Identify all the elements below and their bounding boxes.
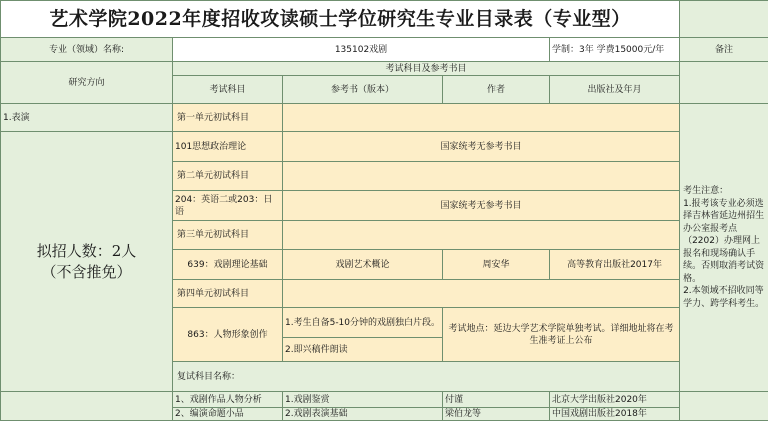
retest-remarks-cell bbox=[680, 392, 768, 421]
r1-subject: 101思想政治理论 bbox=[173, 132, 283, 162]
title-side-cell bbox=[680, 1, 768, 38]
research-direction-header: 研究方向 bbox=[1, 62, 173, 104]
retest-2-subject: 2、编演命题小品 bbox=[173, 408, 283, 421]
unit-2-fill bbox=[283, 162, 680, 191]
retest-2-author: 梁伯龙等 bbox=[443, 408, 550, 421]
r4-item-2: 2.即兴稿件朗读 bbox=[283, 338, 443, 362]
col-author: 作者 bbox=[443, 76, 550, 104]
r1-book: 国家统考无参考书目 bbox=[283, 132, 680, 162]
retest-1-publisher: 北京大学出版社2020年 bbox=[550, 392, 680, 408]
unit-4-fill bbox=[283, 280, 680, 308]
remarks-top-cell bbox=[680, 62, 768, 104]
r4-subject: 863：人物形象创作 bbox=[173, 308, 283, 362]
direction-cell: 1.表演 bbox=[1, 104, 173, 132]
system-fee: 学制：3年 学费15000元/年 bbox=[550, 38, 680, 62]
r2-subject: 204：英语二或203：日语 bbox=[173, 191, 283, 221]
r4-location: 考试地点：延边大学艺术学院单独考试。详细地址将在考生准考证上公布 bbox=[443, 308, 680, 362]
major-value: 135102戏剧 bbox=[173, 38, 550, 62]
retest-1-book: 1.戏剧鉴赏 bbox=[283, 392, 443, 408]
retest-1-subject: 1、戏剧作品人物分析 bbox=[173, 392, 283, 408]
unit-2-label: 第二单元初试科目 bbox=[173, 162, 283, 191]
r4-item-1: 1.考生自备5-10分钟的戏剧独白片段。 bbox=[283, 308, 443, 338]
notes-cell bbox=[680, 104, 768, 392]
r3-subject: 639：戏剧理论基础 bbox=[173, 250, 283, 280]
retest-label: 复试科目名称： bbox=[173, 362, 680, 392]
remarks-label: 备注 bbox=[680, 38, 768, 62]
major-label: 专业（领域）名称: bbox=[1, 38, 173, 62]
retest-2-publisher: 中国戏剧出版社2018年 bbox=[550, 408, 680, 421]
r3-book: 戏剧艺术概论 bbox=[283, 250, 443, 280]
notes-item-2: 2.本领域不招收同等学力、跨学科考生。 bbox=[683, 286, 765, 309]
col-subject: 考试科目 bbox=[173, 76, 283, 104]
unit-1-fill bbox=[283, 104, 680, 132]
unit-3-label: 第三单元初试科目 bbox=[173, 221, 283, 250]
unit-4-label: 第四单元初试科目 bbox=[173, 280, 283, 308]
enrollment-count: 拟招人数：2人 bbox=[36, 241, 137, 260]
unit-1-label: 第一单元初试科目 bbox=[173, 104, 283, 132]
r2-book: 国家统考无参考书目 bbox=[283, 191, 680, 221]
r3-author: 周安华 bbox=[443, 250, 550, 280]
enrollment-cell bbox=[1, 132, 173, 392]
page-title: 艺术学院2022年度招收攻读硕士学位研究生专业目录表（专业型） bbox=[1, 1, 680, 38]
r3-publisher: 高等教育出版社2017年 bbox=[550, 250, 680, 280]
retest-left-cell bbox=[1, 392, 173, 421]
notes-heading: 考生注意： bbox=[683, 186, 729, 196]
notes-item-1: 1.报考该专业必须选择吉林省延边州招生办公室报考点（2202）办理网上报名和现场确认手续。否则取消考试资格。 bbox=[683, 198, 765, 284]
col-book: 参考书（版本） bbox=[283, 76, 443, 104]
retest-1-author: 付谨 bbox=[443, 392, 550, 408]
exam-books-header: 考试科目及参考书目 bbox=[173, 62, 680, 76]
unit-3-fill bbox=[283, 221, 680, 250]
col-publisher: 出版社及年月 bbox=[550, 76, 680, 104]
enrollment-note: （不含推免） bbox=[41, 262, 132, 281]
retest-2-book: 2.戏剧表演基础 bbox=[283, 408, 443, 421]
